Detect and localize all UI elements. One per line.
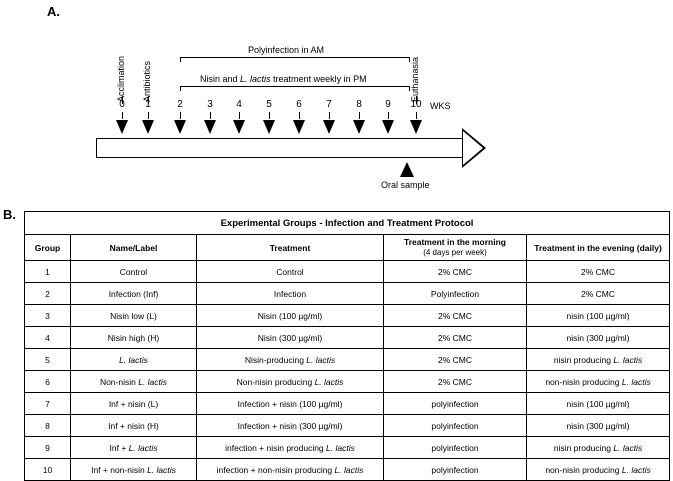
bracket-nisin-treatment <box>180 86 410 91</box>
tick-label-4: 4 <box>236 99 242 110</box>
panel-a-timeline <box>0 0 673 200</box>
table-row <box>25 393 670 415</box>
cell-name-pre: Inf + <box>109 442 129 453</box>
event-marker-5 <box>263 120 275 134</box>
label-polyinfection: Polyinfection in AM <box>248 45 325 55</box>
cell-group: 5 <box>25 349 71 371</box>
cell-evening-italic: L. lactis <box>613 442 643 453</box>
cell-group: 1 <box>25 261 71 283</box>
cell-evening-pre: non-nisin producing <box>545 376 622 387</box>
cell-evening: 2% CMC <box>527 283 670 305</box>
table-row <box>25 349 670 371</box>
cell-evening: nisin (300 µg/ml) <box>527 415 670 437</box>
tick-label-8: 8 <box>356 99 362 110</box>
cell-group: 7 <box>25 393 71 415</box>
cell-name-italic: L. lactis <box>119 354 148 365</box>
tick-mark-5 <box>269 112 270 119</box>
cell-evening-italic: L. lactis <box>621 376 651 387</box>
table-row <box>25 327 670 349</box>
event-marker-2 <box>174 120 186 134</box>
cell-treatment <box>197 459 384 481</box>
cell-treatment-italic: L. lactis <box>334 464 364 475</box>
tick-mark-10 <box>416 112 417 119</box>
tick-label-3: 3 <box>207 99 213 110</box>
event-marker-0 <box>116 120 128 134</box>
tick-label-10: 10 <box>410 99 422 110</box>
cell-treatment: Infection <box>197 283 384 305</box>
event-marker-8 <box>353 120 365 134</box>
table-row <box>25 437 670 459</box>
tick-mark-4 <box>239 112 240 119</box>
panel-b-label: B. <box>3 207 16 222</box>
cell-morning: 2% CMC <box>384 305 527 327</box>
cell-morning: 2% CMC <box>384 349 527 371</box>
oral-sample-marker <box>400 162 414 177</box>
cell-evening-italic: L. lactis <box>613 354 643 365</box>
cell-evening: nisin (300 µg/ml) <box>527 327 670 349</box>
table-row <box>25 305 670 327</box>
table-row <box>25 459 670 481</box>
table-title: Experimental Groups - Infection and Treatment Protocol <box>25 212 670 235</box>
cell-treatment-italic: L. lactis <box>314 376 344 387</box>
cell-evening: nisin (100 µg/ml) <box>527 393 670 415</box>
cell-group: 9 <box>25 437 71 459</box>
cell-name: Inf + nisin (L) <box>71 393 197 415</box>
cell-evening <box>527 437 670 459</box>
event-marker-3 <box>204 120 216 134</box>
cell-name <box>71 371 197 393</box>
experimental-groups-table <box>24 211 670 481</box>
cell-group: 2 <box>25 283 71 305</box>
table-header-morning <box>384 235 527 261</box>
cell-treatment: Nisin (300 µg/ml) <box>197 327 384 349</box>
cell-morning: 2% CMC <box>384 371 527 393</box>
cell-treatment-italic: L. lactis <box>306 354 336 365</box>
tick-label-1: 1 <box>145 99 151 110</box>
bracket-polyinfection <box>180 57 410 62</box>
tick-mark-9 <box>388 112 389 119</box>
tick-mark-6 <box>299 112 300 119</box>
cell-name: Inf + nisin (H) <box>71 415 197 437</box>
cell-name-italic: L. lactis <box>147 464 176 475</box>
table-header-treatment: Treatment <box>197 235 384 261</box>
cell-treatment <box>197 437 384 459</box>
cell-name: Infection (Inf) <box>71 283 197 305</box>
tick-label-0: 0 <box>119 99 125 110</box>
panel-b-table-wrap <box>24 211 669 481</box>
cell-treatment: Nisin (100 µg/ml) <box>197 305 384 327</box>
label-antibiotics: Antibiotics <box>142 60 152 102</box>
table-header-group: Group <box>25 235 71 261</box>
label-acclimation: Acclimation <box>116 55 126 102</box>
cell-group: 8 <box>25 415 71 437</box>
table-row <box>25 415 670 437</box>
cell-treatment <box>197 371 384 393</box>
table-header-name: Name/Label <box>71 235 197 261</box>
cell-name-pre: Non-nisin <box>99 376 139 387</box>
cell-morning: Polyinfection <box>384 283 527 305</box>
cell-treatment: Control <box>197 261 384 283</box>
event-marker-9 <box>382 120 394 134</box>
cell-evening: nisin (100 µg/ml) <box>527 305 670 327</box>
cell-evening-pre: nisin producing <box>553 354 614 365</box>
tick-mark-8 <box>359 112 360 119</box>
cell-treatment-pre: Nisin-producing <box>244 354 307 365</box>
label-nisin-treatment-post: treatment weekly in PM <box>270 74 367 84</box>
label-oral-sample: Oral sample <box>381 180 430 190</box>
cell-evening: 2% CMC <box>527 261 670 283</box>
panel-a-label: A. <box>47 4 60 19</box>
cell-name <box>71 459 197 481</box>
cell-evening-italic: L. lactis <box>621 464 651 475</box>
cell-morning: 2% CMC <box>384 327 527 349</box>
label-nisin-treatment-pre: Nisin and <box>200 74 241 84</box>
cell-treatment-pre: Non-nisin producing <box>236 376 315 387</box>
cell-group: 4 <box>25 327 71 349</box>
event-marker-7 <box>323 120 335 134</box>
cell-evening <box>527 459 670 481</box>
cell-morning: polyinfection <box>384 437 527 459</box>
table-header-morning-line1: Treatment in the morning <box>403 237 506 247</box>
cell-treatment <box>197 349 384 371</box>
cell-morning: 2% CMC <box>384 261 527 283</box>
tick-mark-0 <box>122 112 123 119</box>
cell-group: 6 <box>25 371 71 393</box>
cell-evening-pre: nisin producing <box>553 442 614 453</box>
cell-name <box>71 349 197 371</box>
label-nisin-treatment <box>200 74 367 84</box>
event-marker-1 <box>142 120 154 134</box>
cell-treatment-italic: L. lactis <box>326 442 355 453</box>
event-marker-4 <box>233 120 245 134</box>
cell-name: Control <box>71 261 197 283</box>
tick-label-7: 7 <box>326 99 332 110</box>
cell-treatment: Infection + nisin (100 µg/ml) <box>197 393 384 415</box>
event-marker-6 <box>293 120 305 134</box>
table-row <box>25 371 670 393</box>
table-row <box>25 283 670 305</box>
cell-name: Nisin low (L) <box>71 305 197 327</box>
cell-evening-pre: non-nisin producing <box>545 464 622 475</box>
timeline-arrow-body <box>96 138 464 158</box>
cell-evening <box>527 371 670 393</box>
cell-morning: polyinfection <box>384 415 527 437</box>
cell-evening <box>527 349 670 371</box>
cell-name-italic: L. lactis <box>138 376 168 387</box>
cell-name: Nisin high (H) <box>71 327 197 349</box>
cell-name-italic: L. lactis <box>128 442 158 453</box>
tick-label-5: 5 <box>266 99 272 110</box>
cell-name-pre: Inf + non-nisin <box>91 464 148 475</box>
cell-morning: polyinfection <box>384 459 527 481</box>
cell-morning: polyinfection <box>384 393 527 415</box>
cell-group: 3 <box>25 305 71 327</box>
tick-mark-2 <box>180 112 181 119</box>
cell-group: 10 <box>25 459 71 481</box>
cell-treatment-pre: infection + nisin producing <box>225 442 327 453</box>
tick-label-9: 9 <box>385 99 391 110</box>
tick-mark-3 <box>210 112 211 119</box>
table-row <box>25 261 670 283</box>
event-marker-10 <box>410 120 422 134</box>
label-wks: WKS <box>430 101 451 111</box>
table-header-evening: Treatment in the evening (daily) <box>527 235 670 261</box>
timeline-arrow-head-inner <box>463 131 483 165</box>
label-euthanasia: Euthanasia <box>410 56 420 102</box>
label-nisin-treatment-italic: L. lactis <box>240 74 271 84</box>
cell-treatment: Infection + nisin (300 µg/ml) <box>197 415 384 437</box>
tick-label-2: 2 <box>177 99 183 110</box>
cell-treatment-pre: infection + non-nisin producing <box>216 464 335 475</box>
cell-name <box>71 437 197 459</box>
tick-mark-1 <box>148 112 149 119</box>
tick-label-6: 6 <box>296 99 302 110</box>
table-header-morning-line2: (4 days per week) <box>423 248 487 257</box>
tick-mark-7 <box>329 112 330 119</box>
